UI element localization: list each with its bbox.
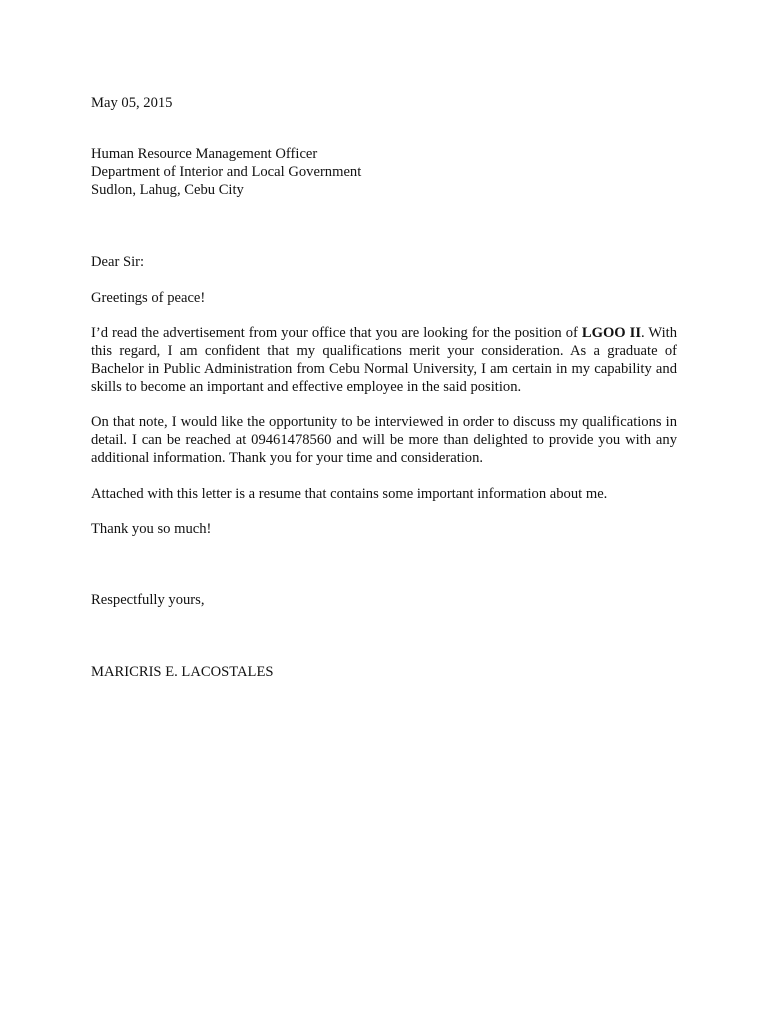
paragraph-1-intro: I’d read the advertisement from your office that you are looking for the position of <box>91 325 582 341</box>
greeting: Greetings of peace! <box>91 290 206 306</box>
body-paragraph-1 <box>91 324 677 396</box>
recipient-line-2: Department of Interior and Local Government <box>91 164 362 180</box>
paragraph-1-rest: . With this regard, I am confident that my qualifications merit your consideration. As a graduate of Bachelor in Public Administration from Cebu Normal University, I am certain in my capability and skills to become an important and effective employee in the said position. <box>91 325 677 395</box>
closing: Respectfully yours, <box>91 592 205 608</box>
body-paragraph-3: Attached with this letter is a resume that contains some important information about me. <box>91 486 608 502</box>
salutation: Dear Sir: <box>91 254 145 270</box>
position-title: LGOO II <box>581 325 642 341</box>
signature-name: MARICRIS E. LACOSTALES <box>91 664 274 680</box>
recipient-line-1: Human Resource Management Officer <box>91 146 318 162</box>
body-paragraph-2: On that note, I would like the opportunity to be interviewed in order to discuss my qualifications in detail. I can be reached at 09461478560 and will be more than delighted to provide you with any additional information. Thank you for your time and consideration. <box>91 414 677 466</box>
thanks-line: Thank you so much! <box>91 521 212 537</box>
recipient-line-3: Sudlon, Lahug, Cebu City <box>91 182 244 198</box>
letter-date: May 05, 2015 <box>91 95 173 111</box>
